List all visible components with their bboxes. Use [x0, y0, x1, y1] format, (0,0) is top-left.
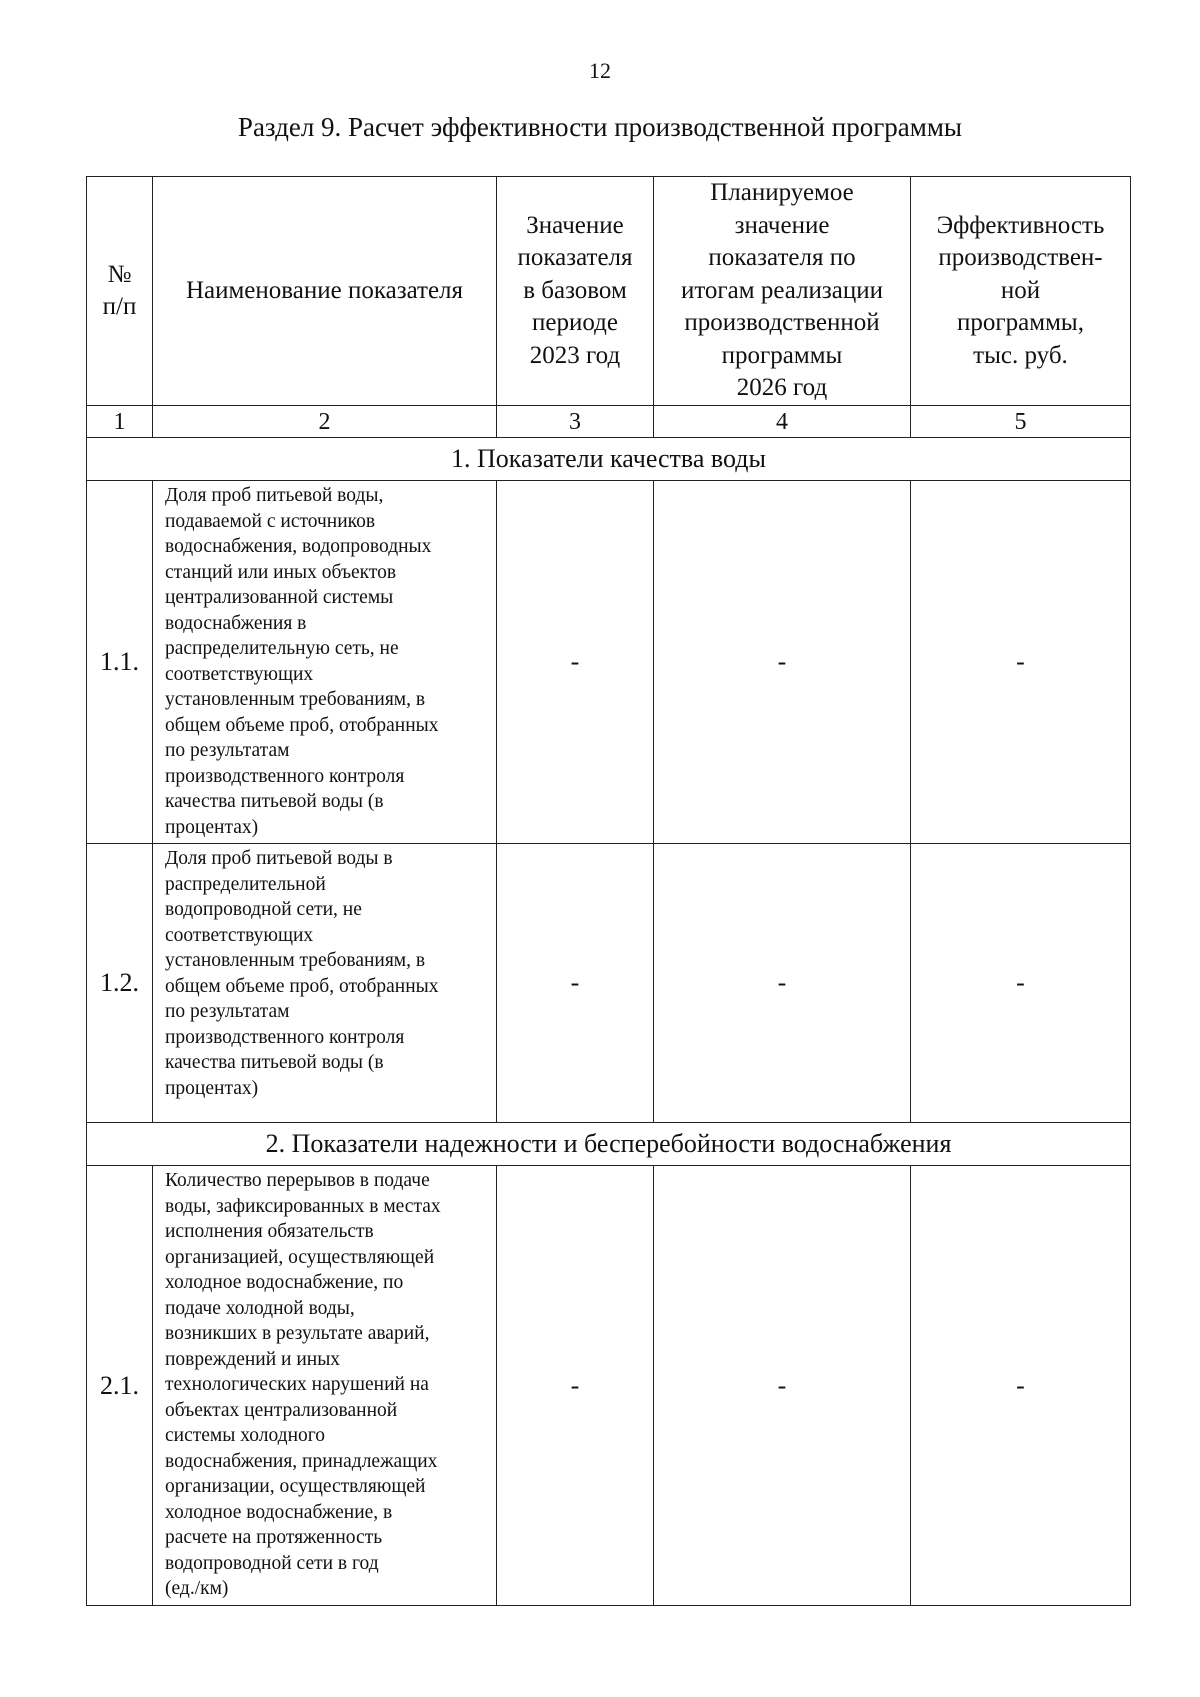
header-line: программы,	[957, 309, 1084, 337]
header-line: ной	[1000, 276, 1041, 304]
efficiency-value: -	[911, 481, 1131, 844]
indicator-name-line: по результатам	[165, 740, 290, 761]
row-number: 1.2.	[87, 844, 153, 1123]
indicator-name-line: соответствующих	[165, 924, 314, 946]
header-cell	[87, 177, 153, 406]
indicator-name-line: качества питьевой воды (в	[165, 791, 384, 812]
indicator-name-line: Количество перерывов в подаче	[165, 1170, 430, 1191]
base-value: -	[497, 481, 654, 844]
base-value: -	[497, 1166, 654, 1606]
header-line: показателя по	[708, 244, 856, 272]
indicator-name-line: установленным требованиям, в	[165, 689, 426, 710]
indicator-name-line: водопроводной сети, не	[165, 899, 362, 920]
planned-value: -	[654, 1166, 911, 1606]
header-cell	[911, 177, 1131, 406]
header-line: в базовом	[523, 276, 627, 304]
group-header-row	[87, 1123, 1131, 1166]
indicator-name-line: качества питьевой воды (в	[165, 1052, 384, 1073]
indicator-name-line: производственного контроля	[165, 1026, 405, 1048]
header-row	[87, 177, 1131, 406]
group-header-row	[87, 438, 1131, 481]
header-line: Значение	[526, 211, 624, 239]
efficiency-table	[86, 176, 1131, 1606]
indicator-name-line: холодное водоснабжение, по	[165, 1272, 404, 1293]
planned-value: -	[654, 844, 911, 1123]
column-number: 2	[153, 406, 497, 438]
indicator-name-line: централизованной системы	[165, 587, 394, 608]
group-title: 1. Показатели качества воды	[87, 438, 1131, 481]
header-cell	[497, 177, 654, 406]
indicator-name-line: соответствующих	[165, 663, 314, 685]
table-row	[87, 844, 1131, 1123]
indicator-name-line: по результатам	[165, 1001, 290, 1022]
indicator-name-line: установленным требованиям, в	[165, 950, 426, 971]
indicator-name	[153, 844, 497, 1123]
indicator-name-line: системы холодного	[165, 1425, 326, 1446]
indicator-name-line: водоснабжения, водопроводных	[165, 536, 432, 557]
indicator-name-line: водоснабжения, принадлежащих	[165, 1450, 438, 1472]
column-number: 3	[497, 406, 654, 438]
indicator-name-line: водоснабжения в	[165, 612, 307, 634]
row-number: 2.1.	[87, 1166, 153, 1606]
column-number-row	[87, 406, 1131, 438]
header-line: производственной	[684, 309, 880, 337]
indicator-name-line: общем объеме проб, отобранных	[165, 975, 439, 997]
header-line: 2023 год	[529, 341, 621, 369]
efficiency-value: -	[911, 1166, 1131, 1606]
efficiency-value: -	[911, 844, 1131, 1123]
header-line: тыс. руб.	[973, 341, 1068, 369]
table-row	[87, 481, 1131, 844]
indicator-name-line: организацией, осуществляющей	[165, 1246, 435, 1268]
indicator-name-line: Доля проб питьевой воды,	[165, 485, 384, 506]
table-row	[87, 1166, 1131, 1606]
indicator-name-line: исполнения обязательств	[165, 1221, 374, 1242]
header-line: Планируемое	[710, 179, 854, 207]
indicator-name	[153, 481, 497, 844]
indicator-name-line: распределительную сеть, не	[165, 638, 399, 659]
page-number: 12	[589, 58, 611, 83]
header-line: итогам реализации	[680, 276, 884, 304]
indicator-name-line: Доля проб питьевой воды в	[165, 848, 393, 869]
indicator-name-line: производственного контроля	[165, 765, 405, 787]
header-line: п/п	[102, 293, 137, 320]
indicator-name-line: технологических нарушений на	[165, 1374, 429, 1395]
column-number: 5	[911, 406, 1131, 438]
indicator-name-line: станций или иных объектов	[165, 561, 397, 583]
indicator-name-line: водопроводной сети в год	[165, 1552, 379, 1574]
indicator-name-line: объектах централизованной	[165, 1399, 398, 1421]
indicator-name-line: воды, зафиксированных в местах	[165, 1195, 441, 1217]
header-line: 2026 год	[736, 374, 828, 402]
base-value: -	[497, 844, 654, 1123]
indicator-name-line: (ед./км)	[165, 1578, 229, 1599]
indicator-name-line: процентах)	[165, 816, 259, 838]
header-cell	[153, 177, 497, 406]
indicator-name-line: организации, осуществляющей	[165, 1476, 426, 1497]
indicator-name-line: распределительной	[165, 873, 326, 895]
header-line: программы	[721, 341, 843, 369]
indicator-name-line: холодное водоснабжение, в	[165, 1501, 393, 1523]
header-line: показателя	[517, 244, 633, 272]
indicator-name-line: подаваемой с источников	[165, 510, 376, 532]
header-line: №	[107, 260, 132, 288]
indicator-name-line: подаче холодной воды,	[165, 1297, 355, 1319]
header-line: Эффективность	[936, 211, 1105, 239]
group-title: 2. Показатели надежности и бесперебойности водоснабжения	[87, 1123, 1131, 1166]
header-line: Наименование показателя	[185, 276, 464, 304]
indicator-name-line: процентах)	[165, 1077, 259, 1099]
row-number: 1.1.	[87, 481, 153, 844]
section-title: Раздел 9. Расчет эффективности производственной программы	[237, 112, 963, 142]
column-number: 1	[87, 406, 153, 438]
indicator-name	[153, 1166, 497, 1606]
indicator-name-line: повреждений и иных	[165, 1348, 341, 1370]
header-line: периоде	[532, 309, 618, 337]
indicator-name-line: возникших в результате аварий,	[165, 1323, 430, 1344]
indicator-name-line: общем объеме проб, отобранных	[165, 714, 439, 736]
header-line: производствен-	[938, 244, 1103, 272]
planned-value: -	[654, 481, 911, 844]
indicator-name-line: расчете на протяженность	[165, 1527, 383, 1548]
header-line: значение	[734, 211, 830, 239]
column-number: 4	[654, 406, 911, 438]
header-cell	[654, 177, 911, 406]
